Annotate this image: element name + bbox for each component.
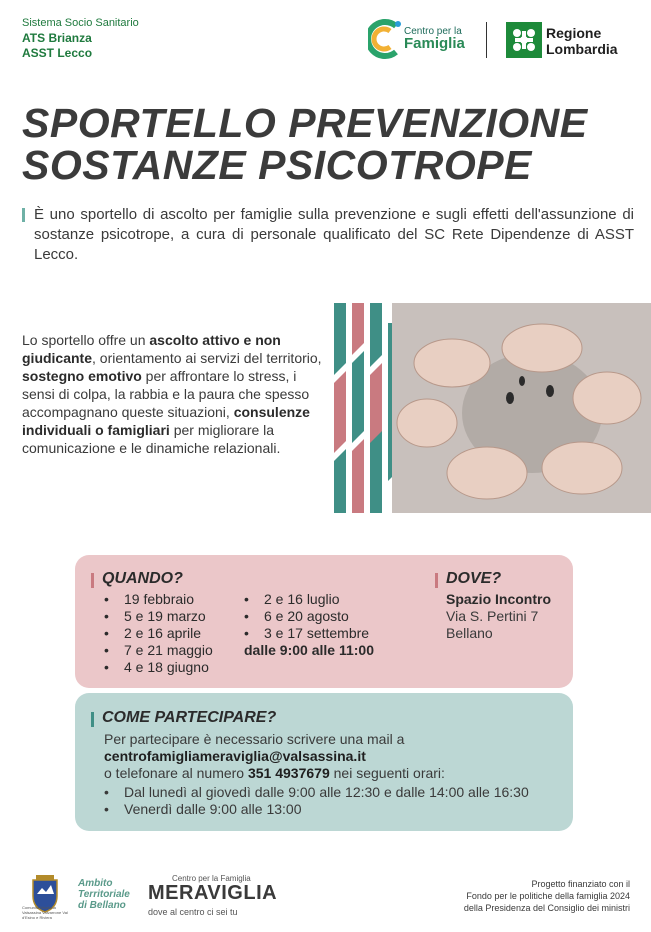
participate-phone[interactable]: 351 4937679 (247, 765, 330, 781)
desc-text-4: per migliorare la comunicazione e le dinamiche relazionali. (22, 422, 281, 456)
times-list (104, 784, 529, 818)
desc-text-1: Lo sportello offre un (22, 332, 150, 348)
participate-line-3-a: o telefonare al numero (104, 765, 248, 781)
rl-line-1: Regione (546, 25, 602, 41)
page-title (22, 102, 588, 186)
title-line-2: SOSTANZE PSICOTROPE (22, 142, 532, 188)
participate-line-3 (104, 765, 445, 782)
date-item: • 5 e 19 marzo (104, 608, 213, 625)
meraviglia-tagline: dove al centro ci sei tu (148, 907, 238, 917)
date-item: • 6 e 20 agosto (244, 608, 369, 625)
when-accent-bar (91, 573, 94, 588)
title-line-1: SPORTELLO PREVENZIONE (22, 100, 588, 146)
centro-famiglia-logo-icon (368, 18, 402, 60)
date-item: • 7 e 21 maggio (104, 642, 213, 659)
meraviglia-small: Centro per la Famiglia (172, 874, 251, 883)
service-description (22, 331, 322, 457)
regione-lombardia-logo-icon (506, 22, 542, 58)
date-item: • 4 e 18 giugno (104, 659, 213, 676)
dates-list-1 (104, 591, 213, 676)
ambito-line-2: Territoriale (78, 889, 130, 900)
where-street: Via S. Pertini 7 (446, 608, 539, 624)
hours-text: dalle 9:00 alle 11:00 (244, 642, 374, 658)
centro-famiglia-logo-text (404, 26, 465, 50)
participate-accent-bar (91, 712, 94, 727)
desc-bold-2: sostegno emotivo (22, 368, 142, 384)
desc-bold-1: ascolto attivo e non giudicante (22, 332, 281, 366)
funding-line-1: Progetto finanziato con il (531, 879, 630, 889)
where-city: Bellano (446, 625, 493, 641)
crest-caption: Comunità Montana Valsassina Valvarrone Val d'Esino e Riviera (22, 905, 68, 920)
participate-line-1: Per partecipare è necessario scrivere una mail a (104, 731, 405, 747)
rl-line-2: Lombardia (546, 41, 618, 57)
org-line-2: ATS Brianza (22, 31, 92, 45)
organization-block (22, 16, 139, 61)
org-line-3: ASST Lecco (22, 46, 93, 60)
regione-lombardia-logo-text (546, 25, 618, 57)
org-line-1: Sistema Socio Sanitario (22, 17, 139, 29)
desc-bold-3: consulenze individuali o famigliari (22, 404, 310, 438)
logo-divider (486, 22, 487, 58)
date-item: • 3 e 17 settembre (244, 625, 369, 642)
decorative-stripes (326, 303, 398, 513)
date-item: • 2 e 16 aprile (104, 625, 213, 642)
dates-list-2 (244, 591, 369, 642)
funding-note (410, 878, 630, 914)
cpf-small: Centro per la (404, 26, 462, 37)
date-item: • 19 febbraio (104, 591, 213, 608)
desc-text-2: , orientamento ai servizi del territorio, (92, 350, 322, 366)
intro-accent-bar (22, 208, 25, 222)
where-title: DOVE? (446, 570, 502, 587)
participate-email[interactable]: centrofamigliameraviglia@valsassina.it (104, 748, 366, 764)
ambito-line-3: di Bellano (78, 900, 126, 911)
funding-line-3: della Presidenza del Consiglio dei ministri (463, 903, 630, 913)
when-title: QUANDO? (102, 570, 183, 587)
participate-line-3-b: nei seguenti orari: (329, 765, 445, 781)
date-item: • 2 e 16 luglio (244, 591, 369, 608)
cpf-big: Famiglia (404, 35, 465, 52)
desc-text-3: per affrontare lo stress, i sensi di colpa, la rabbia e la paura che spesso accompagnano queste situazioni, (22, 368, 310, 420)
where-accent-bar (435, 573, 438, 588)
intro-paragraph: È uno sportello di ascolto per famiglie sulla prevenzione e sugli effetti dell'assunzione di sostanze psicotrope, a cura di personale qualificato del SC Rete Dipendenze di ASST Lecco. (34, 206, 634, 263)
meraviglia-logo-text: MERAVIGLIA (148, 882, 278, 904)
time-item: • Venerdì dalle 9:00 alle 13:00 (104, 801, 529, 818)
ambito-line-1: Ambito (78, 878, 113, 889)
ambito-logo-text (78, 878, 130, 911)
funding-line-2: Fondo per le politiche della famiglia 2024 (466, 891, 630, 901)
hands-photo (392, 303, 651, 513)
where-name: Spazio Incontro (446, 591, 551, 607)
time-item: • Dal lunedì al giovedì dalle 9:00 alle 12:30 e dalle 14:00 alle 16:30 (104, 784, 529, 801)
joined-fists-image-icon (392, 303, 651, 513)
participate-title: COME PARTECIPARE? (102, 709, 277, 726)
